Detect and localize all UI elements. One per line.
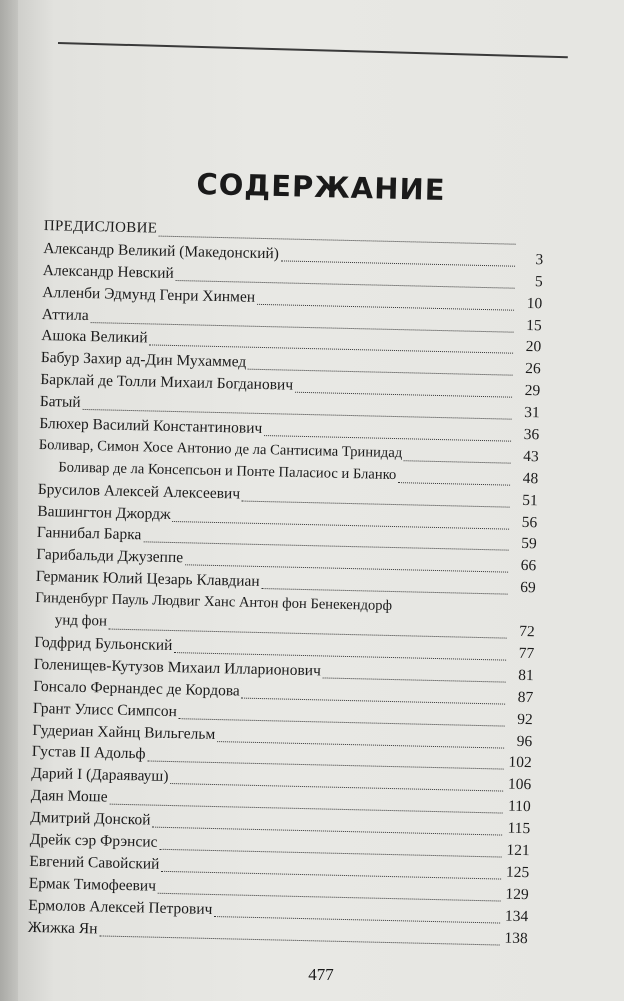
toc-entry-name: Дарий I (Дараявауш) xyxy=(31,765,169,786)
dot-leader xyxy=(214,916,500,923)
page-title: СОДЕРЖАНИЕ xyxy=(196,166,446,208)
toc-entry-name: Ермолов Алексей Петрович xyxy=(28,896,213,918)
toc-entry-page: 134 xyxy=(504,907,529,925)
toc-entry-name: Германик Юлий Цезарь Клавдиан xyxy=(35,568,260,591)
toc-entry-page: 129 xyxy=(505,885,529,903)
toc-entry-name: Жижка Ян xyxy=(27,918,98,937)
toc-entry-page: 10 xyxy=(526,294,543,312)
toc-entry-name: Гинденбург Пауль Людвиг Ханс Антон фон Бенекендорф xyxy=(35,590,393,615)
toc-entry-name-continued: унд фон xyxy=(54,612,108,630)
toc-entry-page: 3 xyxy=(535,251,544,269)
dot-leader xyxy=(257,304,514,311)
dot-leader xyxy=(217,741,504,749)
toc-entry-page: 48 xyxy=(522,469,539,488)
toc-entry-name: Гонсало Фернандес де Кордова xyxy=(33,677,241,700)
dot-leader xyxy=(295,392,512,398)
book-page xyxy=(18,0,624,1001)
toc-entry-page: 125 xyxy=(505,863,530,882)
toc-entry-name: Брусилов Алексей Алексеевич xyxy=(37,480,241,503)
book-spine-shadow xyxy=(0,0,18,1001)
toc-entry-name: Густав II Адольф xyxy=(31,743,146,763)
toc-entry-name: Бабур Захир ад-Дин Мухаммед xyxy=(40,349,247,371)
toc-entry-name: Годфрид Бульонский xyxy=(34,633,173,654)
toc-entry-name: Гудериан Хайнц Вильгельм xyxy=(32,721,216,743)
toc-entry-name: Алленби Эдмунд Генри Хинмен xyxy=(42,283,256,306)
toc-entry-page: 121 xyxy=(506,841,530,860)
toc-entry-name: Евгений Савойский xyxy=(29,852,160,873)
toc-entry-name: Барклай де Толли Михаил Богданович xyxy=(40,371,294,394)
toc-entry-page: 69 xyxy=(520,579,536,597)
dot-leader xyxy=(281,260,515,266)
toc-entry-name: Боливар де ла Консепсьон и Понте Паласиос и Бланко xyxy=(58,459,397,483)
toc-entry-page: 102 xyxy=(508,754,532,772)
toc-entry-page: 138 xyxy=(504,929,528,947)
toc-entry-name: Гарибальди Джузеппе xyxy=(36,546,184,567)
toc-entry-page: 59 xyxy=(521,535,537,553)
toc-entry-name: Боливар, Симон Хосе Антонио де ла Сантисима Тринидад xyxy=(38,436,403,462)
toc-entry-name: Ганнибал Барка xyxy=(36,524,142,544)
toc-entry-name: Дрейк сэр Фрэнсис xyxy=(29,830,158,851)
toc-entry-name: Голенищев-Кутузов Михаил Илларионович xyxy=(33,655,322,680)
toc-entry-page: 87 xyxy=(517,688,534,706)
toc-entry-page: 15 xyxy=(526,316,542,334)
toc-entry-page: 77 xyxy=(518,644,535,663)
toc-entry-name: Ермак Тимофеевич xyxy=(28,874,157,895)
toc-entry-page: 29 xyxy=(524,382,541,400)
toc-entry-name: Грант Улисс Симпсон xyxy=(32,699,178,720)
dot-leader xyxy=(323,677,506,682)
toc-entry-page: 36 xyxy=(523,425,540,444)
dot-leader xyxy=(262,588,508,595)
toc-entry-page: 31 xyxy=(524,404,540,422)
dot-leader xyxy=(264,435,511,442)
toc-entry-page: 96 xyxy=(516,732,533,750)
toc-entry-page: 51 xyxy=(522,491,538,509)
toc-entry-name: Александр Великий (Македонский) xyxy=(43,239,280,263)
toc-entry-page: 110 xyxy=(507,797,531,816)
toc-entry-name: Ашока Великий xyxy=(41,327,148,347)
page-number: 477 xyxy=(308,965,334,984)
toc-entry-name: Даян Моше xyxy=(30,787,108,806)
dot-leader xyxy=(398,482,510,486)
dot-leader xyxy=(241,697,505,704)
dot-leader xyxy=(100,935,500,945)
toc-entry-name: Аттила xyxy=(41,305,89,324)
table-of-contents xyxy=(28,218,544,952)
toc-entry-name: ПРЕДИСЛОВИЕ xyxy=(43,218,158,237)
toc-entry-name: Блюхер Василий Константинович xyxy=(39,414,263,438)
toc-entry-name: Вашингтон Джордж xyxy=(37,502,171,523)
toc-entry-page: 26 xyxy=(525,360,541,378)
toc-entry-page: 20 xyxy=(525,338,542,356)
toc-entry-page: 56 xyxy=(521,513,538,531)
toc-entry-page: 115 xyxy=(507,819,531,838)
dot-leader xyxy=(404,460,511,463)
toc-entry-name: Дмитрий Донской xyxy=(30,808,151,829)
toc-entry-page: 72 xyxy=(519,622,535,641)
dot-leader xyxy=(248,369,513,376)
dot-leader xyxy=(242,500,510,507)
toc-entry-page: 43 xyxy=(523,447,539,466)
toc-entry-page: 66 xyxy=(520,557,537,575)
toc-entry-page: 81 xyxy=(518,666,534,685)
toc-entry-name: Александр Невский xyxy=(42,261,174,282)
header-rule xyxy=(58,42,568,58)
toc-entry-name: Батый xyxy=(39,393,81,412)
toc-entry-page: 106 xyxy=(507,775,532,794)
toc-entry-page: 92 xyxy=(517,710,533,728)
toc-entry-page: 5 xyxy=(534,272,543,291)
